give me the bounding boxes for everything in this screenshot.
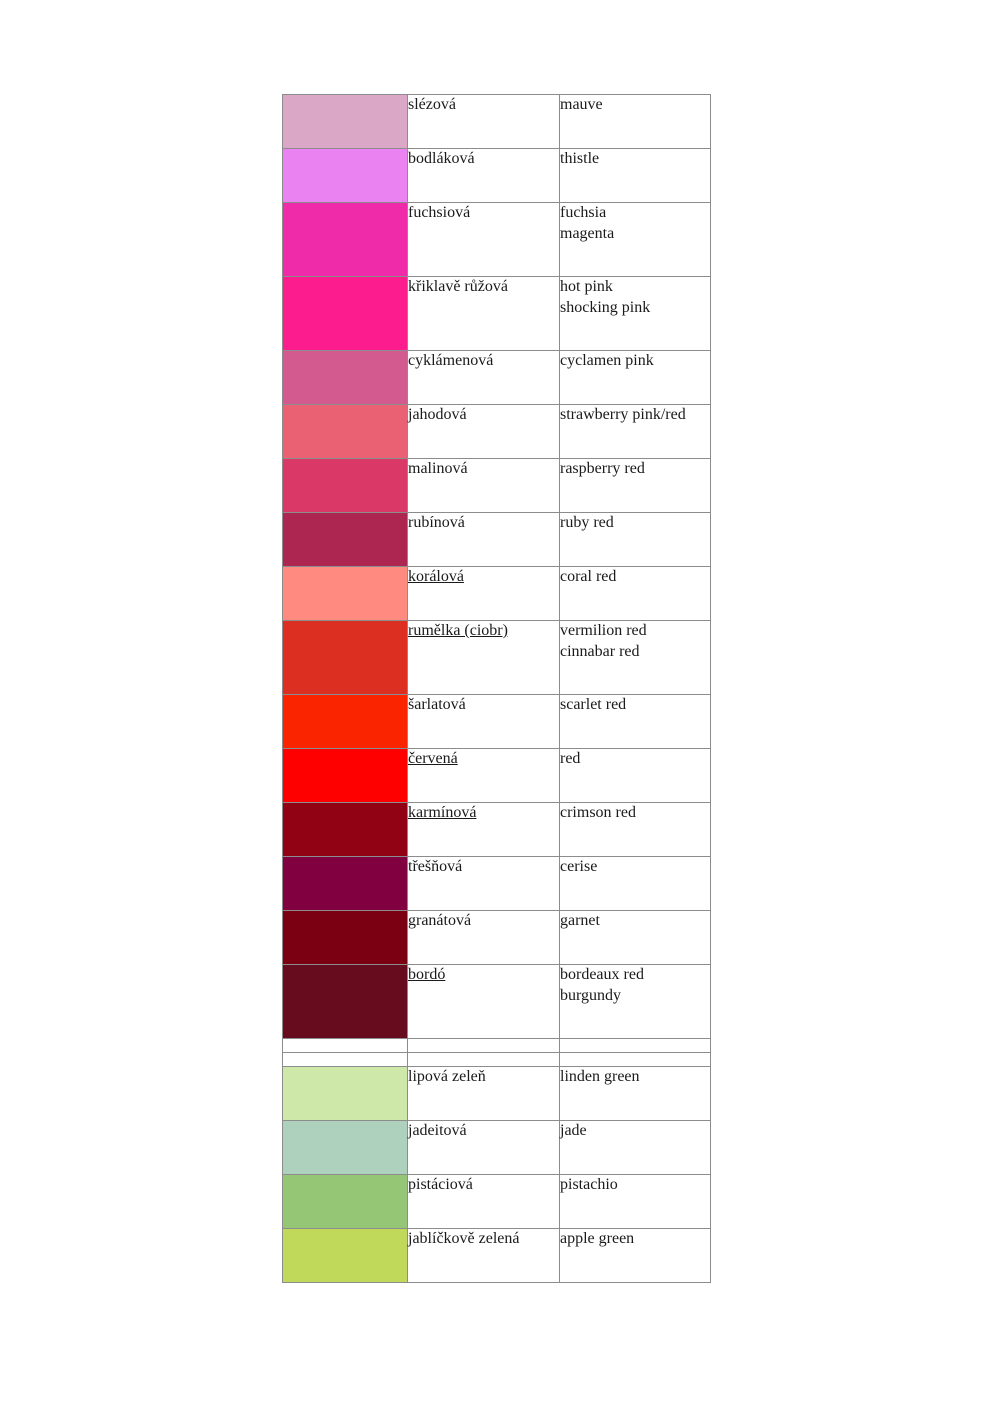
color-row (283, 621, 711, 695)
color-swatch (283, 1175, 408, 1229)
color-swatch (283, 513, 408, 567)
color-table (282, 94, 711, 1283)
english-color-name: raspberry red (560, 460, 645, 477)
english-color-name: cerise (560, 858, 598, 875)
czech-color-name: rubínová (408, 514, 465, 531)
english-color-name: coral red (560, 568, 617, 585)
czech-color-name: křiklavě růžová (408, 278, 508, 295)
english-color-name: shocking pink (560, 298, 651, 316)
czech-color-name-cell (408, 1067, 560, 1121)
english-color-name: garnet (560, 912, 600, 929)
english-color-name: thistle (560, 150, 600, 167)
czech-color-name-cell (408, 351, 560, 405)
english-color-name: burgundy (560, 986, 622, 1004)
empty-cell (283, 1053, 408, 1067)
english-color-name: cinnabar red (560, 642, 640, 660)
czech-color-name: granátová (408, 912, 472, 929)
czech-color-name-cell (408, 803, 560, 857)
czech-color-name-cell (408, 459, 560, 513)
empty-cell (560, 1053, 711, 1067)
color-row (283, 149, 711, 203)
english-color-name-cell (560, 749, 711, 803)
english-color-name-cell (560, 965, 711, 1039)
english-color-name-cell (560, 1175, 711, 1229)
english-color-name: jade (560, 1122, 587, 1139)
color-swatch (283, 405, 408, 459)
color-table-body (283, 95, 711, 1283)
czech-color-name-link[interactable]: karmínová (408, 804, 477, 821)
color-row (283, 203, 711, 277)
czech-color-name-cell (408, 277, 560, 351)
color-row (283, 351, 711, 405)
color-row (283, 965, 711, 1039)
english-color-name: mauve (560, 96, 603, 113)
empty-cell (283, 1039, 408, 1053)
czech-color-name-cell (408, 567, 560, 621)
english-color-name: magenta (560, 224, 615, 242)
czech-color-name: šarlatová (408, 696, 466, 713)
color-row (283, 1229, 711, 1283)
color-swatch (283, 277, 408, 351)
english-color-name: pistachio (560, 1176, 618, 1193)
czech-color-name: cyklámenová (408, 352, 494, 369)
czech-color-name: lipová zeleň (408, 1068, 486, 1085)
english-color-name-cell (560, 1121, 711, 1175)
czech-color-name: fuchsiová (408, 204, 471, 221)
english-color-name-cell (560, 513, 711, 567)
color-swatch (283, 1229, 408, 1283)
color-row (283, 567, 711, 621)
czech-color-name: třešňová (408, 858, 463, 875)
english-color-name-cell (560, 567, 711, 621)
color-swatch (283, 621, 408, 695)
color-swatch (283, 203, 408, 277)
english-color-name-cell (560, 459, 711, 513)
czech-color-name-link[interactable]: červená (408, 750, 458, 767)
czech-color-name-link[interactable]: rumělka (ciobr) (408, 622, 508, 639)
color-row (283, 1067, 711, 1121)
english-color-name: ruby red (560, 514, 614, 531)
color-swatch (283, 351, 408, 405)
czech-color-name-cell (408, 203, 560, 277)
czech-color-name: jadeitová (408, 1122, 467, 1139)
english-color-name-cell (560, 95, 711, 149)
english-color-name: vermilion red (560, 622, 647, 639)
english-color-name-cell (560, 695, 711, 749)
color-swatch (283, 149, 408, 203)
czech-color-name: malinová (408, 460, 468, 477)
english-color-name-cell (560, 351, 711, 405)
english-color-name-cell (560, 911, 711, 965)
color-swatch (283, 965, 408, 1039)
english-color-name: strawberry pink/red (560, 406, 686, 423)
color-row (283, 749, 711, 803)
english-color-name-cell (560, 203, 711, 277)
empty-cell (560, 1039, 711, 1053)
english-color-name-cell (560, 857, 711, 911)
english-color-name: fuchsia (560, 204, 607, 221)
czech-color-name-cell (408, 95, 560, 149)
color-row (283, 277, 711, 351)
color-swatch (283, 749, 408, 803)
color-swatch (283, 459, 408, 513)
color-swatch (283, 95, 408, 149)
czech-color-name-cell (408, 695, 560, 749)
czech-color-name-cell (408, 1175, 560, 1229)
color-swatch (283, 695, 408, 749)
color-row (283, 1121, 711, 1175)
english-color-name-cell (560, 277, 711, 351)
color-row (283, 857, 711, 911)
czech-color-name-cell (408, 911, 560, 965)
english-color-name: linden green (560, 1068, 640, 1085)
czech-color-name-cell (408, 857, 560, 911)
color-swatch (283, 803, 408, 857)
color-swatch (283, 1067, 408, 1121)
english-color-name-cell (560, 803, 711, 857)
empty-spacer-row (283, 1053, 711, 1067)
english-color-name: crimson red (560, 804, 636, 821)
czech-color-name-cell (408, 1121, 560, 1175)
english-color-name-cell (560, 405, 711, 459)
english-color-name: bordeaux red (560, 966, 644, 983)
color-row (283, 695, 711, 749)
empty-cell (408, 1039, 560, 1053)
color-swatch (283, 857, 408, 911)
czech-color-name-cell (408, 513, 560, 567)
czech-color-name-link[interactable]: bordó (408, 966, 446, 983)
color-row (283, 459, 711, 513)
color-row (283, 405, 711, 459)
czech-color-name-cell (408, 405, 560, 459)
empty-cell (408, 1053, 560, 1067)
czech-color-name: jablíčkově zelená (408, 1230, 520, 1247)
czech-color-name-cell (408, 149, 560, 203)
english-color-name-cell (560, 1229, 711, 1283)
color-row (283, 911, 711, 965)
czech-color-name: slézová (408, 96, 456, 113)
czech-color-name: bodláková (408, 150, 475, 167)
color-swatch (283, 567, 408, 621)
english-color-name-cell (560, 149, 711, 203)
color-swatch (283, 1121, 408, 1175)
czech-color-name-cell (408, 749, 560, 803)
english-color-name: apple green (560, 1230, 635, 1247)
color-row (283, 95, 711, 149)
english-color-name-cell (560, 1067, 711, 1121)
color-swatch (283, 911, 408, 965)
english-color-name: hot pink (560, 278, 613, 295)
color-row (283, 513, 711, 567)
czech-color-name: jahodová (408, 406, 467, 423)
english-color-name: cyclamen pink (560, 352, 654, 369)
czech-color-name-cell (408, 965, 560, 1039)
english-color-name-cell (560, 621, 711, 695)
empty-spacer-row (283, 1039, 711, 1053)
color-row (283, 1175, 711, 1229)
color-row (283, 803, 711, 857)
czech-color-name: pistáciová (408, 1176, 473, 1193)
czech-color-name-link[interactable]: korálová (408, 568, 464, 585)
english-color-name: scarlet red (560, 696, 627, 713)
czech-color-name-cell (408, 1229, 560, 1283)
czech-color-name-cell (408, 621, 560, 695)
english-color-name: red (560, 750, 581, 767)
